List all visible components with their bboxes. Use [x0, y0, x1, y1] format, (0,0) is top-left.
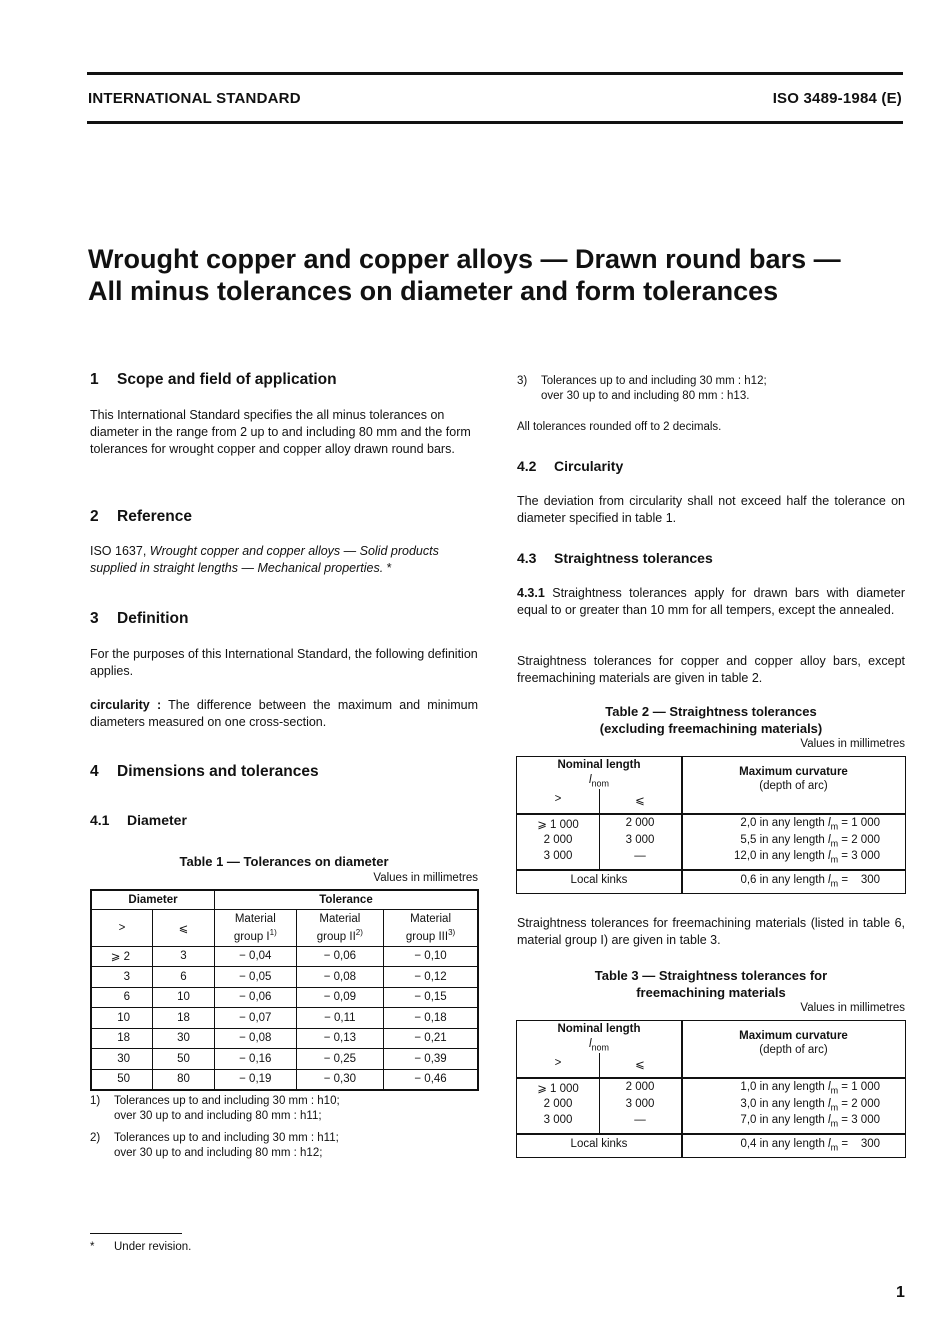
th-le: ⩽ — [153, 909, 215, 946]
table-3-caption — [517, 967, 905, 1001]
symbol-l: l — [588, 1038, 592, 1050]
page-number: 1 — [896, 1284, 905, 1301]
cell-g3: − 0,15 — [384, 987, 478, 1008]
section-3-heading — [90, 610, 188, 628]
th-depth-of-arc: (depth of arc) — [759, 1044, 828, 1056]
cell-g2: − 0,11 — [296, 1008, 384, 1029]
rounding-note: All tolerances rounded off to 2 decimals. — [517, 421, 722, 433]
th-text: Material — [410, 912, 451, 925]
title-line-2: All minus tolerances on diameter and form tolerances — [88, 276, 779, 306]
cell-le: 80 — [153, 1069, 215, 1090]
cell-g1: − 0,07 — [215, 1008, 297, 1029]
cell-gt: 6 — [91, 987, 153, 1008]
table-1-caption: Table 1 — Tolerances on diameter — [179, 854, 389, 869]
section-2-heading — [90, 508, 192, 526]
cell-le: — — [634, 850, 646, 862]
section-title: Circularity — [554, 458, 624, 474]
th-footnote-ref: 1) — [269, 927, 277, 937]
footnote-line: over 30 up to and including 80 mm : h13. — [541, 390, 750, 402]
curvature-text: 2,0 in any length — [740, 817, 825, 829]
cell-gt: 10 — [91, 1008, 153, 1029]
table-row — [91, 946, 478, 967]
header-rule-top — [87, 72, 903, 75]
cell-kinks-value — [682, 1138, 880, 1152]
table-3-units: Values in millimetres — [800, 1002, 905, 1014]
section-4-2-heading — [517, 458, 623, 474]
cell-curvature — [682, 850, 880, 864]
cell-g1: − 0,04 — [215, 946, 297, 967]
table-1-footnotes — [90, 1094, 478, 1161]
symbol-l: l — [588, 774, 592, 786]
caption-line: Table 3 — Straightness tolerances for — [594, 968, 828, 983]
cell-le: 50 — [153, 1049, 215, 1070]
cell-gt: 2 000 — [543, 833, 573, 846]
symbol-l: l — [828, 1081, 831, 1093]
curvature-text: 5,5 in any length — [740, 833, 825, 846]
curvature-length: 3 000 — [851, 850, 880, 862]
cell-gt: ⩾ 1 000 — [537, 819, 579, 831]
table-row — [91, 967, 478, 988]
footnote-1 — [90, 1094, 478, 1124]
equals: = — [841, 1138, 849, 1150]
equals: = — [841, 1114, 849, 1126]
th-gt: > — [554, 793, 562, 805]
symbol-l: l — [828, 874, 831, 886]
cell-g1: − 0,08 — [215, 1028, 297, 1049]
th-nominal-symbol — [517, 774, 681, 788]
title-line-1: Wrought copper and copper alloys — Drawn round bars — — [88, 244, 841, 274]
hline-kinks — [517, 869, 905, 871]
symbol-sub: m — [830, 854, 839, 865]
table-row — [91, 987, 478, 1008]
curvature-text: 0,6 in any length — [740, 874, 825, 886]
equals: = — [841, 874, 849, 886]
section-number: 4.2 — [517, 458, 537, 474]
cell-le: 30 — [153, 1028, 215, 1049]
curvature-length: 300 — [860, 1138, 880, 1150]
clause-number: 4.3.1 — [517, 586, 545, 600]
th-text: group I — [233, 930, 270, 943]
revision-mark: * — [383, 561, 392, 575]
section-1-text: This International Standard specifies the all minus tolerances on diameter in the range from 2 up to and including 80 mm and the form tolerances for wrought copper and copper alloy drawn round bars. — [90, 408, 471, 456]
equals: = — [841, 817, 849, 829]
cell-le: 3 000 — [625, 1097, 655, 1110]
cell-g3: − 0,39 — [384, 1049, 478, 1070]
symbol-sub: m — [830, 878, 839, 889]
curvature-length: 1 000 — [851, 1081, 880, 1093]
footnote-2 — [90, 1131, 478, 1161]
table-2 — [516, 756, 906, 894]
cell-gt: 18 — [91, 1028, 153, 1049]
cell-le: 2 000 — [625, 1081, 655, 1093]
table-2-intro: Straightness tolerances for copper and copper alloy bars, except freemachining materials are given in table 2. — [517, 654, 905, 685]
section-4-2-text: The deviation from circularity shall not exceed half the tolerance on diameter specified in table 1. — [517, 494, 905, 525]
section-title: Straightness tolerances — [554, 550, 713, 566]
th-nominal-length: Nominal length — [557, 1023, 641, 1035]
footnote-key: 1) — [90, 1095, 101, 1107]
cell-gt: 3 000 — [543, 850, 573, 862]
curvature-text: 1,0 in any length — [740, 1081, 825, 1093]
cell-g2: − 0,06 — [296, 946, 384, 967]
cell-le: 3 — [153, 946, 215, 967]
curvature-text: 3,0 in any length — [740, 1097, 825, 1110]
equals: = — [841, 1097, 849, 1110]
symbol-sub: m — [830, 1142, 839, 1153]
curvature-length: 300 — [860, 874, 880, 886]
th-max-curvature: Maximum curvature — [739, 766, 848, 778]
cell-g1: − 0,16 — [215, 1049, 297, 1070]
section-number: 4.3 — [517, 550, 537, 566]
footnote-mark: * — [90, 1241, 95, 1253]
caption-line: (excluding freemachining materials) — [599, 721, 823, 736]
cell-gt: 30 — [91, 1049, 153, 1070]
caption-line: freemachining materials — [636, 985, 786, 1000]
definition-term: circularity : — [90, 698, 162, 712]
curvature-text: 12,0 in any length — [734, 850, 825, 862]
cell-g1: − 0,06 — [215, 987, 297, 1008]
table-1-units: Values in millimetres — [373, 872, 478, 884]
cell-g2: − 0,13 — [296, 1028, 384, 1049]
symbol-l: l — [828, 1097, 831, 1110]
section-number: 4 — [90, 763, 99, 780]
hline-header — [517, 813, 905, 815]
footnote-line: Tolerances up to and including 30 mm : h10; — [114, 1095, 340, 1107]
footnote-rule — [90, 1233, 182, 1234]
th-le: ⩽ — [635, 1059, 645, 1071]
section-2-text — [90, 543, 478, 577]
section-4-heading — [90, 763, 319, 781]
reference-code: ISO 1637, — [90, 544, 147, 558]
symbol-sub: nom — [591, 778, 610, 789]
cell-g3: − 0,21 — [384, 1028, 478, 1049]
curvature-text: 0,4 in any length — [740, 1138, 825, 1150]
cell-g3: − 0,18 — [384, 1008, 478, 1029]
th-max-curvature: Maximum curvature — [739, 1030, 848, 1042]
symbol-l: l — [828, 1138, 831, 1150]
curvature-length: 2 000 — [851, 1097, 880, 1110]
curvature-text: 7,0 in any length — [740, 1114, 825, 1126]
section-title: Dimensions and tolerances — [117, 763, 319, 780]
section-4-3-1-text — [517, 585, 905, 619]
cell-g3: − 0,12 — [384, 967, 478, 988]
th-text: Material — [319, 912, 361, 925]
th-depth-of-arc: (depth of arc) — [759, 780, 828, 792]
th-nominal-length: Nominal length — [557, 759, 641, 771]
table-3-intro: Straightness tolerances for freemachining materials (listed in table 6, material group I) are given in table 3. — [517, 916, 905, 947]
table-1 — [90, 889, 479, 1091]
symbol-l: l — [828, 1114, 831, 1126]
cell-curvature — [682, 1114, 880, 1128]
header-right: ISO 3489-1984 (E) — [772, 90, 902, 107]
cell-gt: ⩾ 1 000 — [537, 1083, 579, 1095]
clause-text: Straightness tolerances apply for drawn bars with diameter equal to or greater than 10 mm for all tempers, except the annealed. — [517, 586, 905, 617]
cell-gt: 50 — [91, 1069, 153, 1090]
symbol-l: l — [828, 850, 831, 862]
cell-le: — — [634, 1114, 646, 1126]
curvature-length: 1 000 — [851, 817, 880, 829]
th-gt: > — [554, 1057, 562, 1069]
table-row — [91, 1069, 478, 1090]
cell-curvature — [682, 834, 880, 848]
symbol-sub: nom — [591, 1042, 610, 1053]
symbol-sub: m — [830, 821, 839, 832]
th-text: group III — [405, 930, 449, 943]
curvature-length: 3 000 — [851, 1114, 880, 1126]
cell-g2: − 0,09 — [296, 987, 384, 1008]
equals: = — [841, 833, 849, 846]
equals: = — [841, 850, 849, 862]
section-number: 1 — [90, 371, 99, 388]
page-footnote — [90, 1240, 191, 1255]
caption-line: Table 2 — Straightness tolerances — [605, 704, 817, 719]
cell-local-kinks: Local kinks — [570, 874, 628, 886]
section-number: 2 — [90, 508, 99, 525]
th-gt: > — [91, 909, 153, 946]
cell-kinks-value — [682, 874, 880, 888]
cell-g2: − 0,25 — [296, 1049, 384, 1070]
th-tolerance: Tolerance — [215, 890, 479, 909]
table-row — [91, 1028, 478, 1049]
cell-curvature — [682, 817, 880, 831]
footnote-line: over 30 up to and including 80 mm : h12; — [114, 1147, 323, 1159]
hline-header — [517, 1077, 905, 1079]
footnote-line: over 30 up to and including 80 mm : h11; — [114, 1110, 322, 1122]
th-text: group II — [316, 930, 356, 943]
table-2-caption — [517, 703, 905, 737]
definition-text: The difference between the maximum and minimum diameters measured on one cross-section. — [90, 698, 479, 729]
table-row — [91, 1049, 478, 1070]
section-3-text: For the purposes of this International Standard, the following definition applies. — [90, 647, 478, 678]
footnote-text: Under revision. — [114, 1241, 192, 1253]
th-le: ⩽ — [635, 795, 645, 807]
symbol-sub: m — [830, 1085, 839, 1096]
th-group-2 — [296, 909, 384, 946]
document-title — [88, 243, 918, 307]
cell-le: 18 — [153, 1008, 215, 1029]
hline-kinks — [517, 1133, 905, 1135]
section-4-1-heading — [90, 812, 187, 828]
section-number: 4.1 — [90, 812, 110, 828]
header-left: INTERNATIONAL STANDARD — [88, 90, 301, 107]
footnote-line: Tolerances up to and including 30 mm : h11; — [114, 1132, 339, 1144]
cell-g1: − 0,19 — [215, 1069, 297, 1090]
cell-le: 3 000 — [625, 833, 655, 846]
cell-g3: − 0,46 — [384, 1069, 478, 1090]
cell-le: 6 — [153, 967, 215, 988]
cell-g3: − 0,10 — [384, 946, 478, 967]
cell-curvature — [682, 1098, 880, 1112]
table-row — [91, 1008, 478, 1029]
th-group-1 — [215, 909, 297, 946]
footnote-key: 2) — [90, 1132, 101, 1144]
section-1-heading — [90, 371, 337, 389]
footnote-line: Tolerances up to and including 30 mm : h12; — [541, 375, 767, 387]
cell-le: 10 — [153, 987, 215, 1008]
th-group-3 — [384, 909, 478, 946]
symbol-sub: m — [830, 837, 839, 848]
footnote-3 — [517, 374, 905, 404]
section-title: Definition — [117, 610, 189, 627]
cell-le: 2 000 — [625, 817, 655, 829]
section-title: Diameter — [127, 812, 187, 828]
definition-circularity — [90, 697, 478, 731]
table-3 — [516, 1020, 906, 1158]
cell-g1: − 0,05 — [215, 967, 297, 988]
cell-gt: 3 — [91, 967, 153, 988]
section-title: Reference — [117, 508, 192, 525]
table-2-units: Values in millimetres — [800, 738, 905, 750]
th-text: Material — [234, 912, 276, 925]
cell-gt: 3 000 — [543, 1114, 573, 1126]
cell-gt: 2 000 — [543, 1097, 573, 1110]
symbol-l: l — [828, 833, 831, 846]
th-nominal-symbol — [517, 1038, 681, 1052]
section-4-3-heading — [517, 550, 713, 566]
cell-local-kinks: Local kinks — [570, 1138, 628, 1150]
reference-title: Wrought copper and copper alloys — Solid products supplied in straight lengths — Mechanical properties. — [90, 544, 439, 575]
curvature-length: 2 000 — [851, 833, 880, 846]
symbol-l: l — [828, 817, 831, 829]
footnote-key: 3) — [517, 375, 528, 387]
cell-curvature — [682, 1081, 880, 1095]
header-rule-bottom — [87, 121, 903, 124]
section-number: 3 — [90, 610, 99, 627]
section-title: Scope and field of application — [117, 371, 337, 388]
symbol-sub: m — [830, 1118, 839, 1129]
cell-g2: − 0,30 — [296, 1069, 384, 1090]
th-footnote-ref: 3) — [448, 927, 456, 937]
symbol-sub: m — [830, 1101, 839, 1112]
th-diameter: Diameter — [91, 890, 215, 909]
th-footnote-ref: 2) — [355, 927, 363, 937]
equals: = — [841, 1081, 849, 1093]
cell-gt: ⩾ 2 — [91, 946, 153, 967]
cell-g2: − 0,08 — [296, 967, 384, 988]
